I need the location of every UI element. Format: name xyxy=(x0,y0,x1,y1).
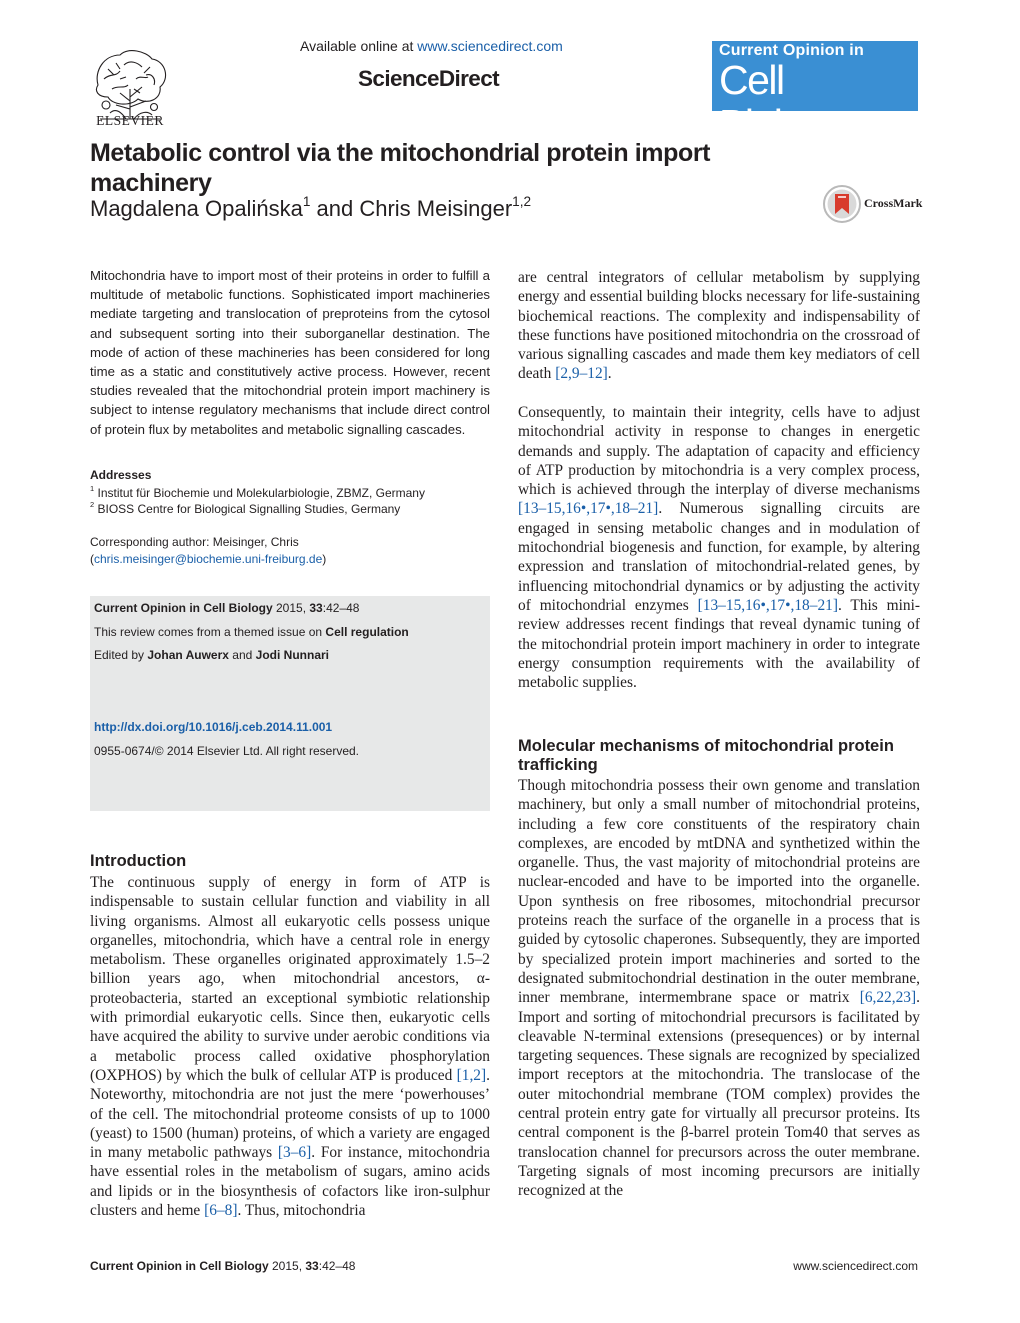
email-open-paren: ( xyxy=(90,552,94,566)
paragraph-text: . For instance, mitochondria have essential roles in the metabolism of sugars, amino acids and lipids or in the biosynthesis of cofactors like iron-sulphur clusters and heme xyxy=(90,1144,490,1220)
editor-name: Jodi Nunnari xyxy=(255,648,329,662)
email-close-paren: ) xyxy=(322,552,327,566)
journal-logo xyxy=(712,41,918,147)
footer-url[interactable]: www.sciencedirect.com xyxy=(793,1259,918,1273)
paragraph-text: . Import and sorting of mitochondrial precursors is facilitated by cleavable N-terminal extensions (presequences) or by internal targeting sequences. These signals are recognized by specialized import receptors at the mitochondria. The translocase of the outer mitochondrial membrane (TOM complex) provides the central protein entry gate for virtually all precursor proteins. Its central component is the β-barrel protein Tom40 that serves as translocation channel for precursors across the outer membrane. Targeting signals of most incoming precursors are initially recognized at the xyxy=(518,989,920,1200)
theme-name: Cell regulation xyxy=(325,625,409,639)
corresponding-email-link[interactable]: chris.meisinger@biochemie.uni-freiburg.de xyxy=(94,552,323,566)
citation-link[interactable]: [6,22,23] xyxy=(859,989,917,1007)
affiliation-ref: 1,2 xyxy=(512,194,532,210)
info-theme xyxy=(94,625,409,639)
info-volume: 33 xyxy=(309,601,323,615)
doi-link[interactable]: http://dx.doi.org/10.1016/j.ceb.2014.11.001 xyxy=(94,720,333,734)
author-separator: and xyxy=(310,196,360,221)
mechanisms-paragraph xyxy=(518,776,920,1201)
paragraph-text: The continuous supply of energy in form of ATP is indispensable to sustain cellular function and viability in all living organisms. Almost all eukaryotic cells possess unique organelles, mitochondria, which have a central role in energy metabolism. These organelles originated approximately 1.5–2 billion years ago, when mitochondrial ancestors, α-proteobacteria, started an exceptional symbiotic relationship with primordial eukaryotic cells. Since then, eukaryotic cells have acquired the ability to survive under aerobic conditions via a metabolic process called oxidative phosphorylation (OXPHOS) by which the bulk of cellular ATP is produced xyxy=(90,874,490,1084)
citation-link[interactable]: [3–6] xyxy=(277,1144,312,1162)
introduction-paragraph xyxy=(518,403,920,692)
paragraph-text: are central integrators of cellular metabolism by supplying energy and essential building blocks necessary for life-sustaining biochemical reactions. The complexity and indispensability of these functions have positioned mitochondria on the crossroad of various signalling cascades and made them key mediators of cell death xyxy=(518,269,920,383)
footer-pages: :42–48 xyxy=(318,1259,356,1273)
publisher-wordmark: ELSEVIER xyxy=(96,113,164,128)
corresponding-label: Corresponding author: Meisinger, Chris xyxy=(90,535,299,549)
theme-prefix: This review comes from a themed issue on xyxy=(94,625,326,639)
introduction-paragraph xyxy=(90,873,490,1220)
abstract: Mitochondria have to import most of their proteins in order to fulfill a multitude of metabolic functions. Sophisticated import machineries mediate targeting and translocation of preproteins from the cytosol and subsequent sorting into their suborganellar destination. The mode of action of these machineries has been considered for long time as a static and constitutively active process. However, recent studies revealed that the mitochondrial protein import machinery is subject to intense regulatory mechanisms that include direct control of protein flux by metabolites and metabolic signalling cascades. xyxy=(90,268,490,437)
footer-citation xyxy=(90,1259,355,1273)
corresponding-author xyxy=(90,534,326,568)
footer-year: 2015, xyxy=(268,1259,306,1273)
footer-journal: Current Opinion in Cell Biology xyxy=(90,1259,269,1273)
editor-name: Johan Auwerx xyxy=(147,648,229,662)
paragraph-text: Though mitochondria possess their own genome and translation machinery, but only a small number of mitochondrial proteins, including a few core constituents of the respiratory chain complexes, are encoded by mtDNA and synthetized within the organelle. Thus, the vast majority of mitochondrial proteins are nuclear-encoded and have to be imported into the organelle. Upon synthesis on free ribosomes, mitochondrial precursor proteins reach the surface of the organelle in a process that is guided by cytosolic chaperones. Subsequently, they are imported by specialized protein import machineries and sorted to the designated submitochondrial destination in the outer membrane, inner membrane, intermembrane space or matrix xyxy=(518,777,920,1007)
editors-and: and xyxy=(228,648,256,662)
address-item xyxy=(90,502,400,516)
address-text: Institut für Biochemie und Molekularbiologie, ZBMZ, Germany xyxy=(97,486,425,500)
mechanisms-heading: Molecular mechanisms of mitochondrial protein trafficking xyxy=(518,737,894,774)
article-title: Metabolic control via the mitochondrial protein import machinery xyxy=(90,139,711,197)
author-name: Magdalena Opalińska xyxy=(90,196,303,221)
info-year: 2015, xyxy=(272,601,310,615)
paragraph-text: . This mini-review addresses recent findings that reveal dynamic tuning of the mitochondrial protein import machinery in order to integrate energy consumption requirements with the availability of metabolic supplies. xyxy=(518,596,920,692)
address-text: BIOSS Centre for Biological Signalling Studies, Germany xyxy=(97,502,401,516)
info-pages: :42–48 xyxy=(322,601,360,615)
journal-logo-line1: Current Opinion in xyxy=(719,42,864,59)
paragraph-text: Consequently, to maintain their integrity, cells have to adjust mitochondrial activity in response to changes in energetic demands and supply. The adaptation of capacity and efficiency of ATP production by mitochondria is a very complex process, which is achieved through the interplay of diverse mechanisms xyxy=(518,404,920,499)
crossmark-label[interactable]: CrossMark xyxy=(864,196,923,210)
paragraph-text: . xyxy=(607,365,612,383)
address-sup: 1 xyxy=(90,484,95,494)
author-name: Chris Meisinger xyxy=(359,196,513,221)
citation-link[interactable]: [13–15,16•,17•,18–21] xyxy=(697,596,838,614)
citation-link[interactable]: [1,2] xyxy=(456,1066,487,1084)
info-journal: Current Opinion in Cell Biology xyxy=(94,601,273,615)
addresses-heading: Addresses xyxy=(90,468,152,482)
paragraph-text: . Numerous signalling circuits are engaged in sensing metabolic changes and in modulation of mitochondrial biogenesis and function, for example, by altering expression and translation of mitochondrial-related genes, by influencing mitochondrial dynamics or by adjusting the activity of mitochondrial enzymes xyxy=(518,500,920,614)
paragraph-text: . Noteworthy, mitochondria are not just the mere ‘powerhouses’ of the cell. The mitochondrial proteome consists of up to 1000 (yeast) to 1500 (human) proteins, of which a variety are engaged in many metabolic pathways xyxy=(90,1066,490,1162)
info-citation xyxy=(94,601,359,615)
info-editors xyxy=(94,648,329,662)
editors-prefix: Edited by xyxy=(94,648,148,662)
citation-link[interactable]: [13–15,16•,17•,18–21] xyxy=(518,500,659,518)
address-sup: 2 xyxy=(90,500,95,510)
available-online xyxy=(300,38,563,54)
address-item xyxy=(90,486,425,500)
authors xyxy=(90,196,531,222)
sciencedirect-wordmark: ScienceDirect xyxy=(358,66,500,91)
paragraph-text: . Thus, mitochondria xyxy=(237,1202,366,1220)
journal-logo-line2: Cell Biology xyxy=(719,57,843,147)
copyright-line: 0955-0674/© 2014 Elsevier Ltd. All right reserved. xyxy=(94,744,359,758)
available-online-label: Available online at xyxy=(300,38,414,54)
citation-link[interactable]: [6–8] xyxy=(204,1202,238,1220)
introduction-paragraph xyxy=(518,268,920,384)
footer-volume: 33 xyxy=(305,1259,319,1273)
sciencedirect-link[interactable]: www.sciencedirect.com xyxy=(417,38,563,54)
article-info-box xyxy=(90,596,490,811)
affiliation-ref: 1 xyxy=(302,194,311,210)
introduction-heading: Introduction xyxy=(90,852,187,870)
citation-link[interactable]: [2,9–12] xyxy=(555,365,608,383)
